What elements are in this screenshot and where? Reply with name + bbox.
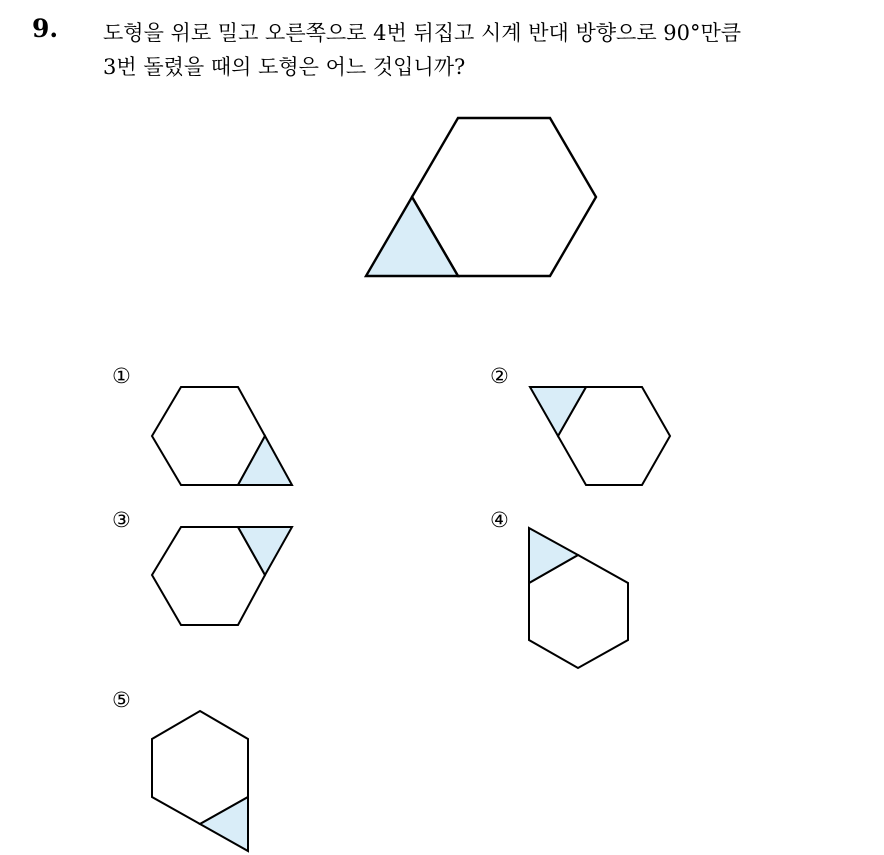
choice-5-label: ⑤	[112, 688, 131, 712]
question-number: 9.	[32, 14, 59, 43]
choice-4-label: ④	[490, 508, 509, 532]
question-line-1: 도형을 위로 밀고 오른쪽으로 4번 뒤집고 시계 반대 방향으로 90°만큼	[103, 21, 742, 45]
choice-3-figure	[152, 527, 292, 625]
choice-5-figure	[152, 711, 248, 851]
question-line-2: 3번 돌렸을 때의 도형은 어느 것입니까?	[103, 55, 466, 79]
choice-1-label: ①	[112, 364, 131, 388]
choice-2-label: ②	[490, 364, 509, 388]
choice-4-figure	[529, 528, 628, 668]
choice-3-label: ③	[112, 508, 131, 532]
choice-2-figure	[530, 387, 670, 485]
choice-1-figure	[152, 387, 292, 485]
main-figure	[366, 118, 596, 276]
